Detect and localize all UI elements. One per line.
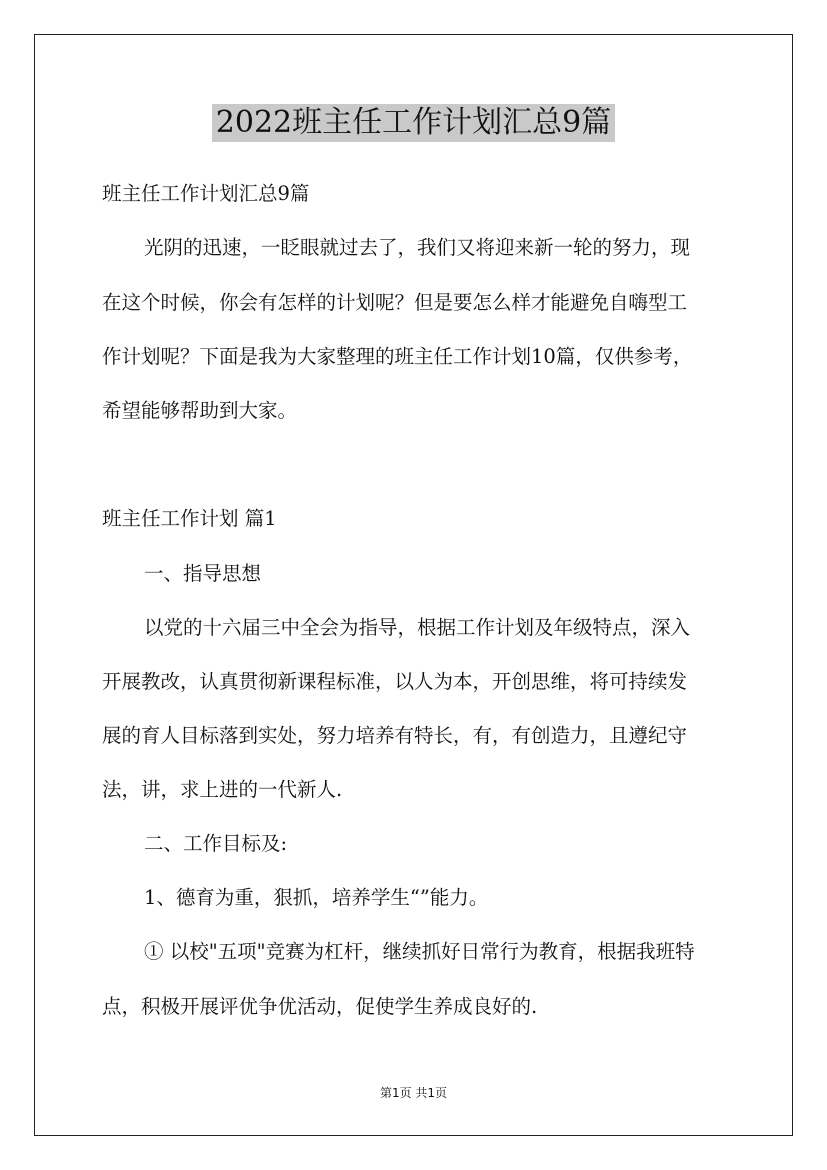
title-container — [0, 104, 827, 142]
paragraph-line: 以党的十六届三中全会为指导，根据工作计划及年级特点，深入 — [144, 616, 691, 639]
paragraph-line: 开展教改，认真贯彻新课程标准，以人为本，开创思维，将可持续发 — [102, 670, 688, 693]
paragraph-line: 展的育人目标落到实处，努力培养有特长，有，有创造力，且遵纪守 — [102, 724, 688, 747]
paragraph-line: 法，讲，求上进的一代新人. — [102, 778, 343, 801]
paragraph-line: 在这个时候，你会有怎样的计划呢？但是要怎么样才能避免自嗨型工 — [102, 291, 688, 314]
paragraph-line: 希望能够帮助到大家。 — [102, 399, 298, 422]
paragraph-line: 作计划呢？下面是我为大家整理的班主任工作计划10篇，仅供参考， — [102, 345, 693, 368]
subtitle-line: 班主任工作计划汇总9篇 — [102, 182, 310, 205]
page-footer: 第1页 共1页 — [379, 1086, 448, 1100]
section-heading: 班主任工作计划 篇1 — [102, 507, 277, 530]
paragraph-line: ① 以校"五项"竞赛为杠杆，继续抓好日常行为教育，根据我班特 — [144, 940, 695, 963]
paragraph-line: 1、德育为重，狠抓，培养学生“”能力。 — [144, 886, 489, 909]
paragraph-line: 点，积极开展评优争优活动，促使学生养成良好的. — [102, 995, 538, 1018]
subheading: 二、工作目标及: — [144, 832, 288, 855]
subheading: 一、指导思想 — [144, 562, 262, 585]
paragraph-line: 光阴的迅速，一眨眼就过去了，我们又将迎来新一轮的努力，现 — [144, 236, 691, 259]
document-title: 2022班主任工作计划汇总9篇 — [212, 104, 615, 142]
